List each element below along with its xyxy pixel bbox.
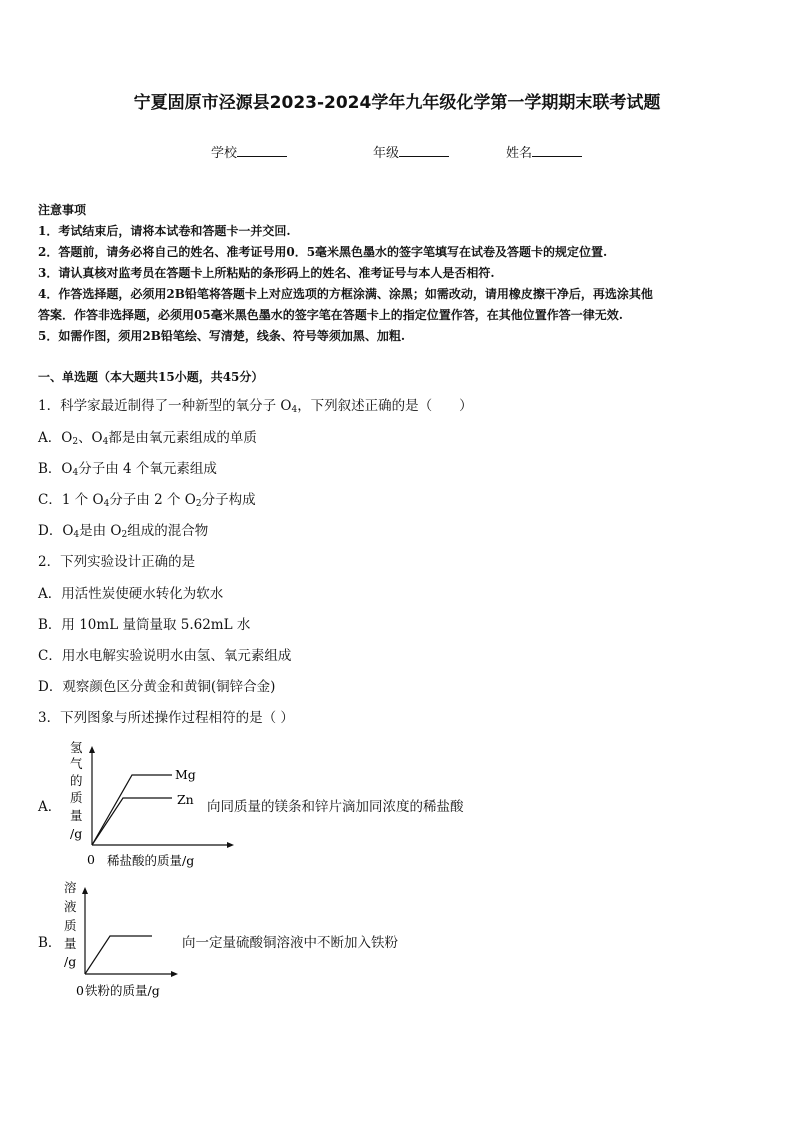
y-axis-char: 液 xyxy=(64,899,77,914)
question-1-option-d[interactable]: D．$O_4$是由 $O_2$组成的混合物 xyxy=(38,523,209,540)
notice-item: 5．如需作图，须用2B铅笔绘、写清楚，线条、符号等须加黑、加粗. xyxy=(38,329,406,343)
section-heading: 一、单选题（本大题共15小题，共45分） xyxy=(38,370,264,384)
y-axis-char: 质 xyxy=(64,918,77,933)
x-axis-arrow xyxy=(171,971,178,977)
question-2-option-c[interactable]: C．用水电解实验说明水由氢、氧元素组成 xyxy=(38,648,292,664)
question-1-stem: 1．科学家最近制得了一种新型的氧分子 $O_4$，下列叙述正确的是（ ） xyxy=(38,398,473,415)
y-axis-char: 量 xyxy=(64,936,77,951)
notice-heading: 注意事项 xyxy=(38,203,87,217)
notice-item: 2．答题前，请务必将自己的姓名、准考证号用0．5毫米黑色墨水的签字笔填写在试卷及答题卡的规定位置. xyxy=(38,245,608,259)
mg-curve xyxy=(92,775,172,845)
name-field[interactable] xyxy=(506,142,582,161)
question-3-option-b-graph xyxy=(60,878,190,1003)
question-2-stem: 2．下列实验设计正确的是 xyxy=(38,554,196,570)
zn-label: Zn xyxy=(177,792,194,807)
school-label: 学校 xyxy=(211,146,238,161)
question-1-option-a[interactable]: A．$O_2$、$O_4$都是由氧元素组成的单质 xyxy=(38,430,257,447)
y-axis-char: 量 xyxy=(70,808,83,823)
school-field[interactable] xyxy=(211,142,287,161)
x-axis-label: 稀盐酸的质量/g xyxy=(107,853,195,868)
question-3-option-b-description: 向一定量硫酸铜溶液中不断加入铁粉 xyxy=(182,935,398,951)
y-axis-char: 的 xyxy=(70,773,83,788)
question-3-stem: 3．下列图象与所述操作过程相符的是（ ） xyxy=(38,710,294,726)
grade-field[interactable] xyxy=(373,142,449,161)
notice-item: 1．考试结束后，请将本试卷和答题卡一并交回. xyxy=(38,224,291,238)
name-blank[interactable] xyxy=(532,143,582,157)
question-1-option-b[interactable]: B．$O_4$分子由 4 个氧元素组成 xyxy=(38,461,217,478)
question-2-option-d[interactable]: D．观察颜色区分黄金和黄铜(铜锌合金) xyxy=(38,679,276,695)
grade-blank[interactable] xyxy=(399,143,449,157)
x-axis-arrow xyxy=(227,842,234,848)
solution-mass-curve xyxy=(85,936,152,974)
page-title: 宁夏固原市泾源县2023-2024学年九年级化学第一学期期末联考试题 xyxy=(133,93,661,113)
notice-item: 答案．作答非选择题，必须用05毫米黑色墨水的签字笔在答题卡上的指定位置作答，在其他位置作答一律无效. xyxy=(38,308,623,322)
y-axis-char: 溶 xyxy=(64,880,77,895)
question-3-option-b-letter[interactable]: B． xyxy=(38,935,62,951)
mg-label: Mg xyxy=(175,767,196,782)
question-3-option-a-letter[interactable]: A． xyxy=(38,799,62,815)
question-3-option-a-description: 向同质量的镁条和锌片滴加同浓度的稀盐酸 xyxy=(207,799,464,815)
school-blank[interactable] xyxy=(237,143,287,157)
y-axis-char: 气 xyxy=(70,756,83,771)
y-axis-char: /g xyxy=(70,826,83,841)
notice-item: 4．作答选择题，必须用2B铅笔将答题卡上对应选项的方框涂满、涂黑；如需改动，请用橡皮擦干净后，再选涂其他 xyxy=(38,287,653,301)
zn-curve xyxy=(92,798,172,845)
y-axis-char: 质 xyxy=(70,790,83,805)
y-axis-char: /g xyxy=(64,954,77,969)
origin-label: 0 xyxy=(76,983,84,998)
x-axis-label: 铁粉的质量/g xyxy=(85,983,160,998)
question-2-option-b[interactable]: B．用 10mL 量筒量取 5.62mL 水 xyxy=(38,617,251,633)
y-axis-arrow xyxy=(89,746,95,753)
y-axis-arrow xyxy=(82,887,88,894)
grade-label: 年级 xyxy=(373,146,400,161)
question-1-option-c[interactable]: C．1 个 $O_4$分子由 2 个 $O_2$分子构成 xyxy=(38,492,256,509)
question-2-option-a[interactable]: A．用活性炭使硬水转化为软水 xyxy=(38,586,224,602)
y-axis-char: 氢 xyxy=(70,740,83,755)
notice-item: 3．请认真核对监考员在答题卡上所粘贴的条形码上的姓名、准考证号与本人是否相符. xyxy=(38,266,495,280)
origin-label: 0 xyxy=(87,852,95,867)
name-label: 姓名 xyxy=(506,146,533,161)
